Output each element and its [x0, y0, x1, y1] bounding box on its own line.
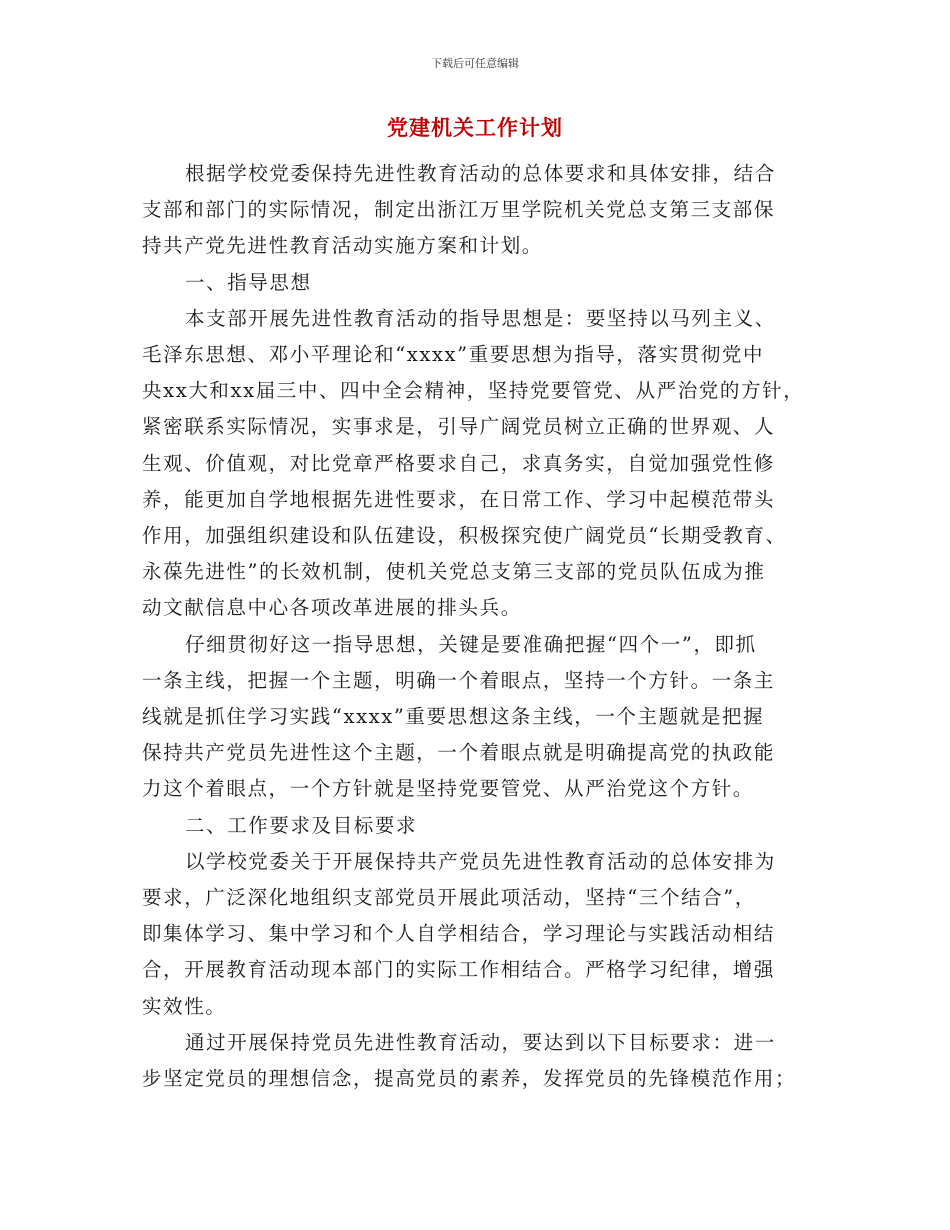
text-line: 二、工作要求及目标要求	[185, 813, 418, 837]
text-line: 一条主线，把握一个主题，明确一个着眼点，坚持一个方针。一条主	[142, 668, 776, 692]
text-line: 实效性。	[142, 994, 227, 1018]
text-line: 作用，加强组织建设和队伍建设，积极探究使广阔党员“长期受教育、	[142, 524, 787, 547]
text-line: 养，能更加自学地根据先进性要求，在日常工作、学习中起模范带头	[142, 487, 776, 511]
text-line: 永葆先进性”的长效机制，使机关党总支第三支部的党员队伍成为推	[142, 560, 766, 584]
text-line: 合，开展教育活动现本部门的实际工作相结合。严格学习纪律，增强	[142, 958, 776, 982]
text-line: 以学校党委关于开展保持共产党员先进性教育活动的总体安排为	[185, 849, 776, 873]
text-line: 本支部开展先进性教育活动的指导思想是：要坚持以马列主义、	[185, 306, 776, 330]
text-line: 保持共产党员先进性这个主题，一个着眼点就是明确提高党的执政能	[142, 741, 776, 765]
text-line: 步坚定党员的理想信念，提高党员的素养，发挥党员的先锋模范作用；	[142, 1067, 797, 1090]
text-line: 央xx大和xx届三中、四中全会精神，坚持党要管党、从严治党的方针，	[142, 379, 805, 403]
document-title: 党建机关工作计划	[387, 115, 563, 140]
text-line: 即集体学习、集中学习和个人自学相结合，学习理论与实践活动相结	[142, 922, 776, 946]
text-line: 持共产党先进性教育活动实施方案和计划。	[142, 234, 543, 258]
text-line: 一、指导思想	[185, 270, 312, 294]
text-line: 生观、价值观，对比党章严格要求自己，求真务实，自觉加强党性修	[142, 451, 776, 475]
text-line: 动文献信息中心各项改革进展的排头兵。	[142, 596, 522, 620]
text-line: 仔细贯彻好这一指导思想，关键是要准确把握“四个一”，即抓	[185, 632, 757, 656]
text-line: 毛泽东思想、邓小平理论和“xxxx”重要思想为指导，落实贯彻党中	[142, 343, 765, 366]
text-line: 通过开展保持党员先进性教育活动，要达到以下目标要求：进一	[185, 1030, 776, 1054]
text-line: 支部和部门的实际情况，制定出浙江万里学院机关党总支第三支部保	[142, 198, 776, 222]
text-line: 要求，广泛深化地组织支部党员开展此项活动，坚持“三个结合”，	[142, 886, 756, 909]
header-note: 下载后可任意编辑	[431, 57, 519, 70]
text-line: 根据学校党委保持先进性教育活动的总体要求和具体安排，结合	[185, 162, 776, 185]
text-line: 线就是抓住学习实践“xxxx”重要思想这条主线，一个主题就是把握	[142, 705, 765, 728]
text-line: 力这个着眼点，一个方针就是坚持党要管党、从严治党这个方针。	[142, 777, 754, 801]
text-line: 紧密联系实际情况，实事求是，引导广阔党员树立正确的世界观、人	[142, 415, 776, 439]
